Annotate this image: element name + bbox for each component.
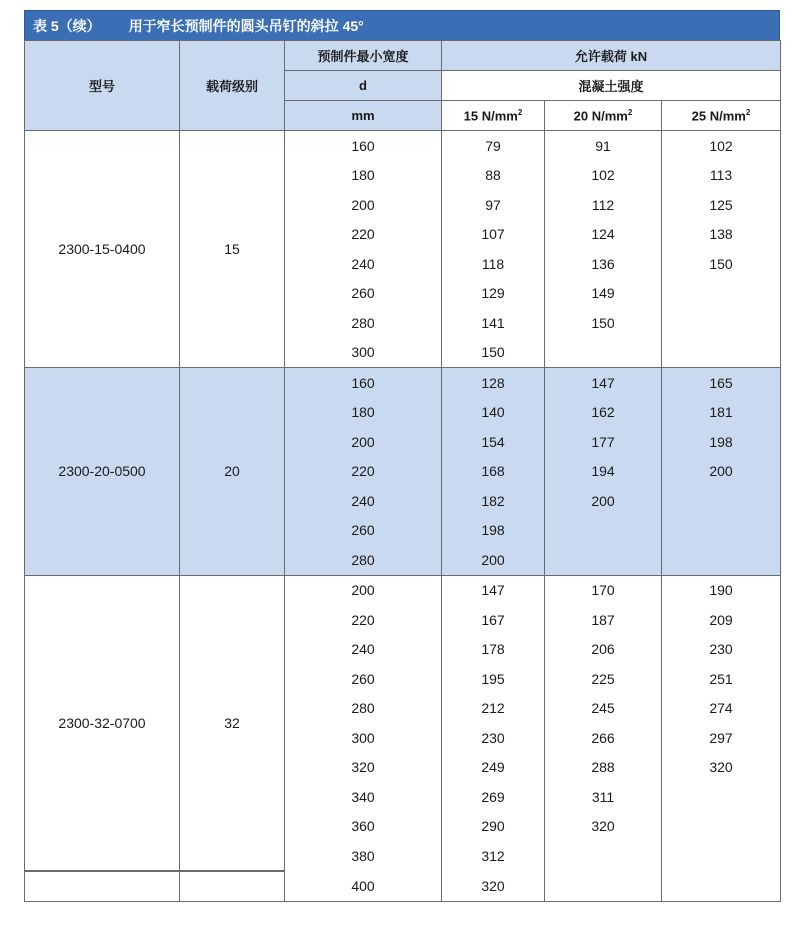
width-cell: 360 [285, 812, 442, 842]
load-cell-c25 [662, 545, 781, 575]
header-model: 型号 [25, 41, 180, 131]
width-cell: 240 [285, 635, 442, 665]
width-cell: 220 [285, 220, 442, 250]
table-number: 表 5（续） [33, 18, 101, 34]
load-cell-c15: 154 [442, 427, 545, 457]
load-cell-c20: 170 [545, 575, 662, 605]
load-cell-c15: 97 [442, 190, 545, 220]
load-cell-c15: 182 [442, 486, 545, 516]
load-cell-c20 [545, 841, 662, 871]
load-cell-c15: 129 [442, 279, 545, 309]
load-cell-c25 [662, 279, 781, 309]
load-cell-c15: 140 [442, 398, 545, 428]
load-cell-c20: 206 [545, 635, 662, 665]
load-cell-c15: 88 [442, 161, 545, 191]
width-cell: 240 [285, 486, 442, 516]
load-cell-c20: 112 [545, 190, 662, 220]
load-cell-c25 [662, 338, 781, 368]
header-width-symbol: d [285, 71, 442, 101]
load-table [24, 40, 781, 902]
width-cell: 220 [285, 457, 442, 487]
load-cell-c20: 124 [545, 220, 662, 250]
load-cell-c20: 177 [545, 427, 662, 457]
load-cell-c25: 251 [662, 664, 781, 694]
load-cell-c20: 266 [545, 723, 662, 753]
load-cell-c15: 167 [442, 605, 545, 635]
load-cell-c15: 147 [442, 575, 545, 605]
width-cell: 180 [285, 161, 442, 191]
load-cell-c25: 190 [662, 575, 781, 605]
width-cell: 240 [285, 249, 442, 279]
load-cell-c15: 141 [442, 308, 545, 338]
load-cell-c20: 200 [545, 486, 662, 516]
load-cell-c20 [545, 516, 662, 546]
width-cell: 320 [285, 753, 442, 783]
load-cell-c15: 128 [442, 368, 545, 398]
model-cell: 2300-15-0400 [25, 131, 180, 368]
load-cell-c25: 274 [662, 694, 781, 724]
load-cell-c15: 118 [442, 249, 545, 279]
load-cell-c20: 162 [545, 398, 662, 428]
load-cell-c15: 168 [442, 457, 545, 487]
load-cell-c20: 136 [545, 249, 662, 279]
load-level-cell: 20 [180, 368, 285, 576]
load-level-cell: 32 [180, 575, 285, 871]
load-cell-c15: 249 [442, 753, 545, 783]
load-cell-c25 [662, 871, 781, 902]
load-cell-c15: 230 [442, 723, 545, 753]
load-cell-c25: 102 [662, 131, 781, 161]
load-cell-c20 [545, 338, 662, 368]
load-cell-c20: 102 [545, 161, 662, 191]
load-cell-c25: 209 [662, 605, 781, 635]
width-cell: 300 [285, 338, 442, 368]
width-cell: 160 [285, 131, 442, 161]
width-cell: 380 [285, 841, 442, 871]
width-cell: 280 [285, 545, 442, 575]
width-cell: 220 [285, 605, 442, 635]
load-cell-c15: 212 [442, 694, 545, 724]
width-cell: 280 [285, 308, 442, 338]
header-allowed-load: 允许载荷 kN [442, 41, 781, 71]
load-cell-c25 [662, 782, 781, 812]
width-cell: 180 [285, 398, 442, 428]
load-cell-c15: 320 [442, 871, 545, 902]
load-table-container [24, 10, 780, 902]
header-min-width: 预制件最小宽度 [285, 41, 442, 71]
load-cell-c15: 79 [442, 131, 545, 161]
load-cell-c15: 107 [442, 220, 545, 250]
width-cell: 260 [285, 516, 442, 546]
load-cell-c20: 187 [545, 605, 662, 635]
load-cell-c25 [662, 812, 781, 842]
load-cell-c20: 147 [545, 368, 662, 398]
load-cell-c20 [545, 545, 662, 575]
load-cell-c25: 198 [662, 427, 781, 457]
load-cell-c20: 149 [545, 279, 662, 309]
load-cell-c25: 113 [662, 161, 781, 191]
header-c25: 25 $N/mm^2$ [662, 101, 781, 131]
load-cell-c15: 290 [442, 812, 545, 842]
load-cell-c20 [545, 871, 662, 902]
load-cell-c15: 150 [442, 338, 545, 368]
model-cell: 2300-20-0500 [25, 368, 180, 576]
width-cell: 340 [285, 782, 442, 812]
load-level-cell: 15 [180, 131, 285, 368]
load-cell-c25 [662, 308, 781, 338]
load-cell-c25 [662, 516, 781, 546]
width-cell: 400 [285, 871, 442, 902]
load-cell-c15: 198 [442, 516, 545, 546]
width-cell: 160 [285, 368, 442, 398]
load-cell-c15: 178 [442, 635, 545, 665]
load-cell-c15: 195 [442, 664, 545, 694]
load-cell-c25: 165 [662, 368, 781, 398]
load-cell-c15: 269 [442, 782, 545, 812]
load-cell-c25: 150 [662, 249, 781, 279]
table-row [25, 871, 781, 902]
width-cell: 260 [285, 664, 442, 694]
load-cell-c25: 181 [662, 398, 781, 428]
load-cell-c25: 138 [662, 220, 781, 250]
header-width-unit: mm [285, 101, 442, 131]
load-cell-c20: 288 [545, 753, 662, 783]
header-concrete-strength: 混凝土强度 [442, 71, 781, 101]
table-body [25, 131, 781, 902]
table-row [25, 131, 781, 161]
load-cell-c15: 312 [442, 841, 545, 871]
width-cell: 200 [285, 190, 442, 220]
empty-level-cell [180, 871, 285, 902]
load-cell-c15: 200 [442, 545, 545, 575]
header-c15: 15 $N/mm^2$ [442, 101, 545, 131]
width-cell: 200 [285, 427, 442, 457]
load-cell-c20: 194 [545, 457, 662, 487]
width-cell: 260 [285, 279, 442, 309]
table-row [25, 575, 781, 605]
table-row [25, 368, 781, 398]
load-cell-c20: 245 [545, 694, 662, 724]
load-cell-c20: 225 [545, 664, 662, 694]
load-cell-c25: 230 [662, 635, 781, 665]
empty-model-cell [25, 871, 180, 902]
table-title-bar [24, 10, 780, 40]
load-cell-c25: 320 [662, 753, 781, 783]
width-cell: 300 [285, 723, 442, 753]
load-cell-c25: 125 [662, 190, 781, 220]
load-cell-c20: 91 [545, 131, 662, 161]
header-c20: 20 $N/mm^2$ [545, 101, 662, 131]
load-cell-c20: 311 [545, 782, 662, 812]
width-cell: 280 [285, 694, 442, 724]
load-cell-c20: 150 [545, 308, 662, 338]
model-cell: 2300-32-0700 [25, 575, 180, 871]
load-cell-c25: 297 [662, 723, 781, 753]
load-cell-c25 [662, 841, 781, 871]
load-cell-c25: 200 [662, 457, 781, 487]
header-load-level: 载荷级别 [180, 41, 285, 131]
load-cell-c25 [662, 486, 781, 516]
width-cell: 200 [285, 575, 442, 605]
table-caption: 用于窄长预制件的圆头吊钉的斜拉 45° [128, 18, 364, 34]
load-cell-c20: 320 [545, 812, 662, 842]
